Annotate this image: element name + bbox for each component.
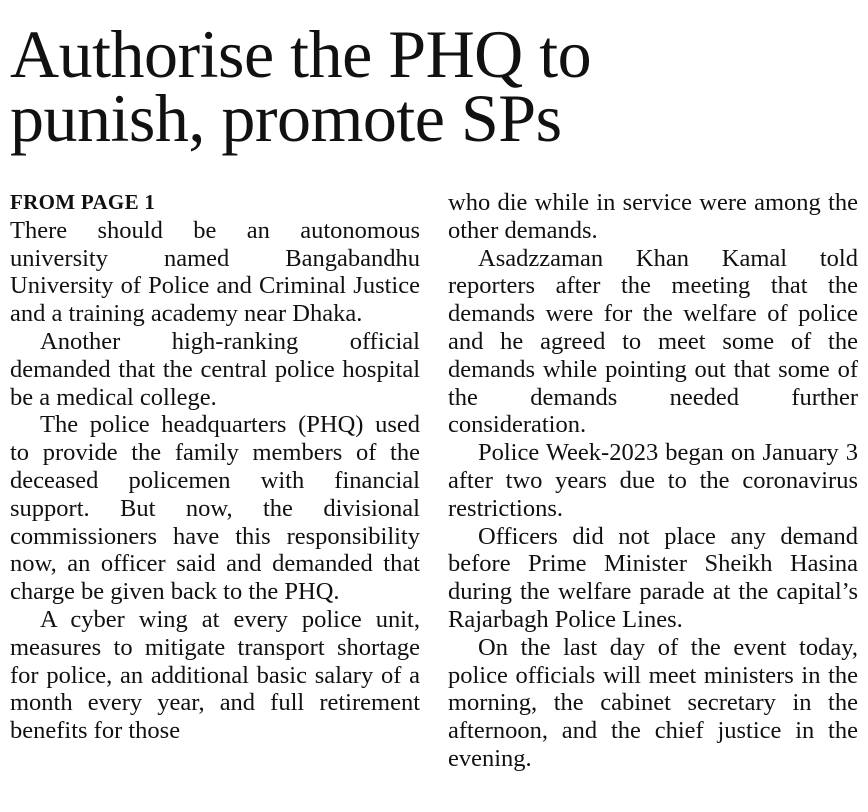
paragraph: Police Week-2023 began on January 3 after two years due to the coronavirus restrictions. [448,439,858,522]
headline-line-1: Authorise the PHQ to [10,16,592,92]
paragraph: The police headquarters (PHQ) used to provide the family members of the deceased policemen with financial support. But now, the divisional commissioners have this responsibility now, an officer said and demanded that charge be given back to the PHQ. [10,411,420,606]
paragraph: Asadzzaman Khan Kamal told reporters after the meeting that the demands were for the welfare of police and he agreed to meet some of the demands while pointing out that some of the demands needed further consideration. [448,244,858,439]
article-column-left [10,189,420,745]
paragraph: Another high-ranking official demanded that the central police hospital be a medical college. [10,327,420,411]
paragraph: Officers did not place any demand before Prime Minister Sheikh Hasina during the welfare parade at the capital’s Rajarbagh Police Lines. [448,522,858,633]
paragraph: A cyber wing at every police unit, measures to mitigate transport shortage for police, an additional basic salary of a month every year, and full retirement benefits for those [10,605,420,745]
paragraph: On the last day of the event today, police officials will meet ministers in the morning, the cabinet secretary in the afternoon, and the chief justice in the evening. [448,633,858,772]
headline-line-2: punish, promote SPs [10,80,562,156]
paragraph: who die while in service were among the other demands. [448,189,858,244]
paragraph: There should be an autonomous university named Bangabandhu University of Police and Criminal Justice and a training academy near Dhaka. [10,216,420,328]
kicker-from-page: FROM PAGE 1 [10,190,156,214]
headline [10,16,860,156]
article-column-right [448,189,858,773]
